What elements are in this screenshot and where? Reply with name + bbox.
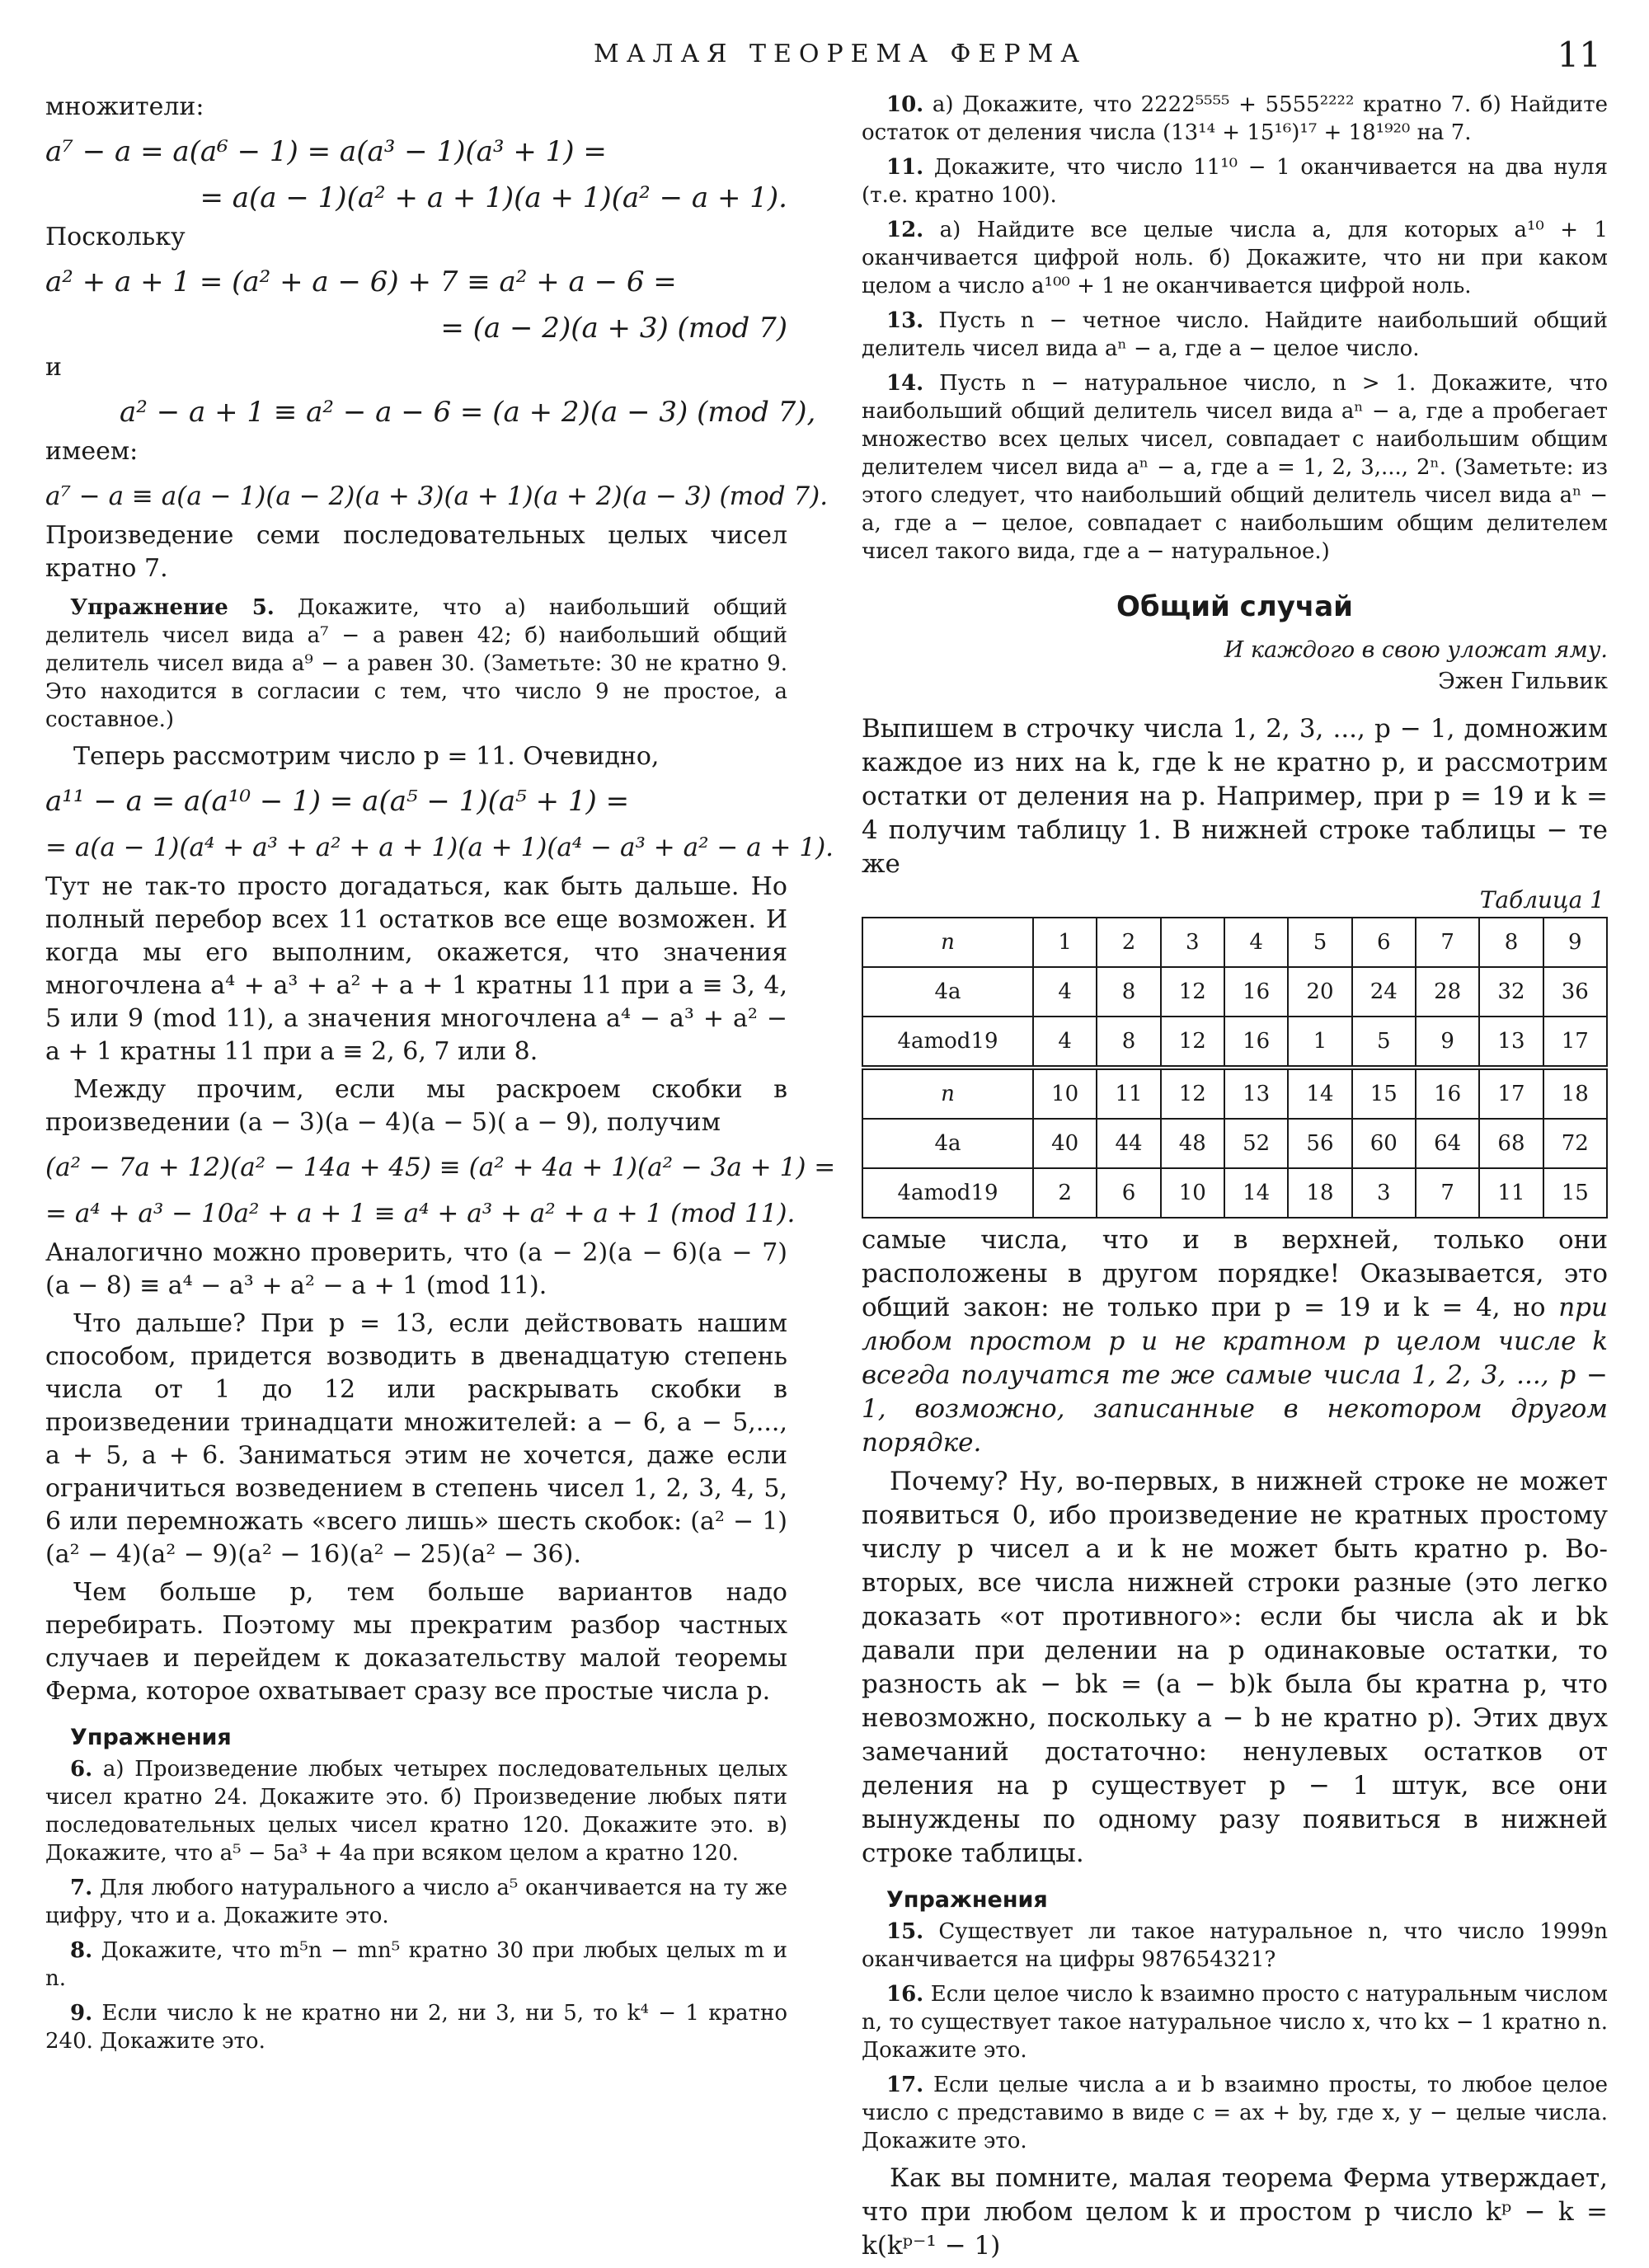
table-cell: 16 [1416, 1068, 1479, 1119]
table-row [862, 1068, 1607, 1119]
text-line: и [45, 353, 62, 382]
table-cell: 12 [1161, 967, 1224, 1017]
exercise-5 [45, 594, 787, 734]
exercise-number: 8. [70, 1938, 93, 1963]
exercise-text: Если число k не кратно ни 2, ни 3, ни 5, то k⁴ − 1 кратно 240. Докажите это. [45, 2001, 787, 2054]
exercise-number: 9. [70, 2001, 93, 2026]
table-cell: 8 [1097, 967, 1160, 1017]
exercise-text: Если целые числа a и b взаимно просты, то любое целое число c представимо в виде c = ax + by, где x, y − целые числа. Докажите это. [862, 2073, 1608, 2153]
paragraph-text: самые числа, что и в верхней, только они расположены в другом порядке! Оказывается, это общий закон: не только при p = 19 и k = 4, но [862, 1225, 1608, 1322]
table-cell: 3 [1352, 1168, 1416, 1218]
exercise-number: 15. [886, 1919, 924, 1944]
exercises-heading: Упражнения [70, 1725, 232, 1750]
formula: = a(a − 1)(a² + a + 1)(a + 1)(a² − a + 1). [200, 181, 787, 214]
formula: = (a − 2)(a + 3) (mod 7) [440, 312, 787, 345]
table-cell: 2 [1097, 918, 1160, 967]
table-cell: 8 [1097, 1017, 1160, 1068]
table-1 [862, 917, 1608, 1219]
formula: = a⁴ + a³ − 10a² + a + 1 ≡ a⁴ + a³ + a² + a + 1 (mod 11). [45, 1199, 796, 1228]
page-header [0, 35, 1649, 84]
table-cell: 68 [1479, 1119, 1543, 1168]
table-cell: 16 [1224, 1017, 1288, 1068]
formula: a² + a + 1 = (a² + a − 6) + 7 ≡ a² + a − 6 = [45, 265, 677, 298]
exercise-15 [862, 1918, 1608, 1974]
formula: = a(a − 1)(a⁴ + a³ + a² + a + 1)(a + 1)(a⁴ − a³ + a² − a + 1). [45, 833, 834, 862]
exercise-number: 16. [886, 1982, 924, 2007]
table-cell: 1 [1288, 1017, 1351, 1068]
table-cell: 9 [1416, 1017, 1479, 1068]
text-line: множители: [45, 92, 204, 121]
text-line: имеем: [45, 437, 139, 466]
exercise-8 [45, 1937, 787, 1993]
paragraph: Как вы помните, малая теорема Ферма утверждает, что при любом целом k и простом p число kᵖ − k = k(kᵖ⁻¹ − 1) [862, 2163, 1608, 2261]
paragraph: Чем больше p, тем больше вариантов надо перебирать. Поэтому мы прекратим разбор частных случаев и перейдем к доказательству малой теоремы Ферма, которое охватывает сразу все простые числа p. [45, 1578, 787, 1706]
table-row [862, 1168, 1607, 1218]
exercise-13 [862, 307, 1608, 363]
row-header-cell: n [862, 1068, 1033, 1119]
exercise-text: Пусть n − четное число. Найдите наибольший общий делитель чисел вида aⁿ − a, где a − целое число. [862, 308, 1608, 361]
table-cell: 72 [1543, 1119, 1607, 1168]
exercise-6 [45, 1755, 787, 1867]
exercise-16 [862, 1980, 1608, 2064]
exercise-text: Существует ли такое натуральное n, что число 1999n оканчивается на цифры 987654321? [862, 1919, 1608, 1972]
table-cell: 52 [1224, 1119, 1288, 1168]
paragraph: Почему? Ну, во-первых, в нижней строке не может появиться 0, ибо произведение не кратных простому числу p чисел a и k не может быть кратно p. Во-вторых, все числа нижней строки разные (это легко доказать «от противного»: если бы числа ak и bk давали при делении на p одинаковые остатки, то разность ak − bk = (a − b)k была бы кратна p, что невозможно, поскольку a − b не кратно p). Этих двух замечаний достаточно: ненулевых остатков от деления на p существует p − 1 штук, все они вынуждены по одному разу появиться в нижней строке таблицы. [862, 1467, 1608, 1868]
exercise-number: 10. [886, 92, 924, 117]
table-cell: 3 [1161, 918, 1224, 967]
exercise-number: 6. [70, 1757, 93, 1782]
exercise-10 [862, 91, 1608, 147]
table-cell: 10 [1161, 1168, 1224, 1218]
exercise-text: Докажите, что а) наибольший общий делитель чисел вида a⁷ − a равен 42; б) наибольший общий делитель чисел вида a⁹ − a равен 30. (Заметьте: 30 не кратно 9. Это находится в согласии с тем, что число 9 не простое, а составное.) [45, 595, 787, 732]
exercise-text: Если целое число k взаимно просто с натуральным числом n, то существует такое натуральное число x, что kx − 1 кратно n. Докажите это. [862, 1982, 1608, 2063]
exercise-14 [862, 369, 1608, 566]
paragraph: Тут не так-то просто догадаться, как быть дальше. Но полный перебор всех 11 остатков все еще возможен. И когда мы его выполним, окажется, что значения многочлена a⁴ + a³ + a² + a + 1 кратны 11 при a ≡ 3, 4, 5 или 9 (mod 11), а значения многочлена a⁴ − a³ + a² − a + 1 кратны 11 при a ≡ 2, 6, 7 или 8. [45, 872, 787, 1066]
table-row [862, 967, 1607, 1017]
exercise-number: 12. [886, 218, 924, 242]
table-cell: 20 [1288, 967, 1351, 1017]
table-cell: 11 [1097, 1068, 1160, 1119]
table-cell: 4 [1033, 967, 1097, 1017]
table-cell: 14 [1288, 1068, 1351, 1119]
table-cell: 14 [1224, 1168, 1288, 1218]
paragraph: Теперь рассмотрим число p = 11. Очевидно, [73, 742, 660, 771]
exercise-9 [45, 1999, 787, 2055]
exercise-11 [862, 153, 1608, 209]
table-cell: 44 [1097, 1119, 1160, 1168]
table-cell: 40 [1033, 1119, 1097, 1168]
table-cell: 9 [1543, 918, 1607, 967]
running-title: МАЛАЯ ТЕОРЕМА ФЕРМА [594, 40, 1087, 68]
table-cell: 15 [1543, 1168, 1607, 1218]
exercise-text: а) Произведение любых четырех последовательных целых чисел кратно 24. Докажите это. б) Произведение любых пяти последовательных целых чисел кратно 120. Докажите это. в) Докажите, что a⁵ − 5a³ + 4a при всяком целом a кратно 120. [45, 1757, 787, 1866]
row-header-cell: n [862, 918, 1033, 967]
table-cell: 64 [1416, 1119, 1479, 1168]
table-cell: 18 [1543, 1068, 1607, 1119]
table-cell: 16 [1224, 967, 1288, 1017]
exercise-number: 14. [886, 371, 924, 396]
table-cell: 6 [1352, 918, 1416, 967]
row-header-cell: 4amod19 [862, 1168, 1033, 1218]
exercise-number: 13. [886, 308, 924, 333]
exercise-number: 17. [886, 2073, 924, 2097]
formula: a⁷ − a ≡ a(a − 1)(a − 2)(a + 3)(a + 1)(a + 2)(a − 3) (mod 7). [45, 481, 829, 511]
table-cell: 32 [1479, 967, 1543, 1017]
section-title: Общий случай [1116, 590, 1354, 623]
table-cell: 7 [1416, 918, 1479, 967]
table-cell: 36 [1543, 967, 1607, 1017]
exercise-text: а) Докажите, что 2222⁵⁵⁵⁵ + 5555²²²² кратно 7. б) Найдите остаток от деления числа (13¹⁴ + 15¹⁶)¹⁷ + 18¹⁹²⁰ на 7. [862, 92, 1608, 145]
table-cell: 2 [1033, 1168, 1097, 1218]
exercise-12 [862, 216, 1608, 300]
formula: a¹¹ − a = a(a¹⁰ − 1) = a(a⁵ − 1)(a⁵ + 1) = [45, 785, 630, 818]
formula: a² − a + 1 ≡ a² − a − 6 = (a + 2)(a − 3) (mod 7), [120, 396, 816, 429]
table-cell: 7 [1416, 1168, 1479, 1218]
row-header-cell: 4amod19 [862, 1017, 1033, 1068]
epigraph-author: Эжен Гильвик [1438, 669, 1608, 694]
table-cell: 5 [1288, 918, 1351, 967]
exercise-text: Докажите, что число 11¹⁰ − 1 оканчивается на два нуля (т.е. кратно 100). [862, 155, 1608, 208]
exercise-7 [45, 1874, 787, 1930]
exercise-number: 7. [70, 1876, 93, 1900]
table-cell: 6 [1097, 1168, 1160, 1218]
table-cell: 13 [1479, 1017, 1543, 1068]
paragraph: Что дальше? При p = 13, если действовать нашим способом, придется возводить в двенадцатую степень числа от 1 до 12 или раскрывать скобки в произведении тринадцати множителей: a − 6, a − 5,..., a + 5, a + 6. Заниматься этим не хочется, даже если ограничиться возведением в степень чисел 1, 2, 3, 4, 5, 6 или перемножать «всего лишь» шесть скобок: (a² − 1)(a² − 4)(a² − 9)(a² − 16)(a² − 25)(a² − 36). [45, 1309, 787, 1569]
table-cell: 8 [1479, 918, 1543, 967]
formula: (a² − 7a + 12)(a² − 14a + 45) ≡ (a² + 4a + 1)(a² − 3a + 1) = [45, 1153, 836, 1182]
exercise-number: 11. [886, 155, 924, 180]
table-cell: 4 [1033, 1017, 1097, 1068]
table-cell: 28 [1416, 967, 1479, 1017]
table-cell: 56 [1288, 1119, 1351, 1168]
table-row [862, 1017, 1607, 1068]
formula: a⁷ − a = a(a⁶ − 1) = a(a³ − 1)(a³ + 1) = [45, 135, 607, 168]
right-column [862, 91, 1608, 2268]
row-header-cell: 4a [862, 1119, 1033, 1168]
paragraph: Выпишем в строчку числа 1, 2, 3, ..., p − 1, домножим каждое из них на k, где k не кратно p, и рассмотрим остатки от деления на p. Например, при p = 19 и k = 4 получим таблицу 1. В нижней строке таблицы − те же [862, 714, 1608, 879]
table-cell: 12 [1161, 1017, 1224, 1068]
table-cell: 17 [1543, 1017, 1607, 1068]
page-number: 11 [1557, 35, 1601, 75]
table-cell: 1 [1033, 918, 1097, 967]
table-cell: 11 [1479, 1168, 1543, 1218]
table-cell: 60 [1352, 1119, 1416, 1168]
table-cell: 15 [1352, 1068, 1416, 1119]
table-cell: 5 [1352, 1017, 1416, 1068]
table-cell: 24 [1352, 967, 1416, 1017]
paragraph [862, 1223, 1608, 1460]
table-row [862, 918, 1607, 967]
exercises-heading: Упражнения [886, 1887, 1048, 1913]
exercise-heading: Упражнение 5. [70, 595, 275, 620]
emphasized-statement: при любом простом p и не кратном p целом числе k всегда получатся те же самые числа 1, 2, 3, ..., p − 1, возможно, записанные в некотором другом порядке. [862, 1293, 1608, 1458]
table-cell: 18 [1288, 1168, 1351, 1218]
paragraph: Между прочим, если мы раскроем скобки в произведении (a − 3)(a − 4)(a − 5)( a − 9), получим [45, 1075, 787, 1137]
epigraph: И каждого в свою уложат яму. [1224, 637, 1608, 663]
table-cell: 48 [1161, 1119, 1224, 1168]
paragraph: Произведение семи последовательных целых чисел кратно 7. [45, 521, 787, 583]
table-row [862, 1119, 1607, 1168]
row-header-cell: 4a [862, 967, 1033, 1017]
exercise-text: Для любого натурального a число a⁵ оканчивается на ту же цифру, что и a. Докажите это. [45, 1876, 787, 1928]
exercise-text: а) Найдите все целые числа a, для которых a¹⁰ + 1 оканчивается цифрой ноль. б) Докажите, что ни при каком целом a число a¹⁰⁰ + 1 не оканчивается цифрой ноль. [862, 218, 1608, 298]
text-line: Поскольку [45, 223, 186, 251]
exercise-text: Пусть n − натуральное число, n > 1. Докажите, что наибольший общий делитель чисел вида aⁿ − a, где a пробегает множество всех целых чисел, совпадает с наибольшим общим делителем чисел вида aⁿ − a, где a = 1, 2, 3,..., 2ⁿ. (Заметьте: из этого следует, что наибольший общий делитель чисел вида aⁿ − a, где a − целое, совпадает с наибольшим общим делителем чисел такого вида, где a − натуральное.) [862, 371, 1608, 564]
table-cell: 10 [1033, 1068, 1097, 1119]
paragraph: Аналогично можно проверить, что (a − 2)(a − 6)(a − 7)(a − 8) ≡ a⁴ − a³ + a² − a + 1 (mod 11). [45, 1238, 787, 1300]
exercise-text: Докажите, что m⁵n − mn⁵ кратно 30 при любых целых m и n. [45, 1938, 787, 1991]
table-cell: 12 [1161, 1068, 1224, 1119]
left-column [45, 91, 836, 2062]
table-cell: 4 [1224, 918, 1288, 967]
table-cell: 17 [1479, 1068, 1543, 1119]
table-cell: 13 [1224, 1068, 1288, 1119]
exercise-17 [862, 2071, 1608, 2155]
table-caption: Таблица 1 [1479, 886, 1604, 913]
